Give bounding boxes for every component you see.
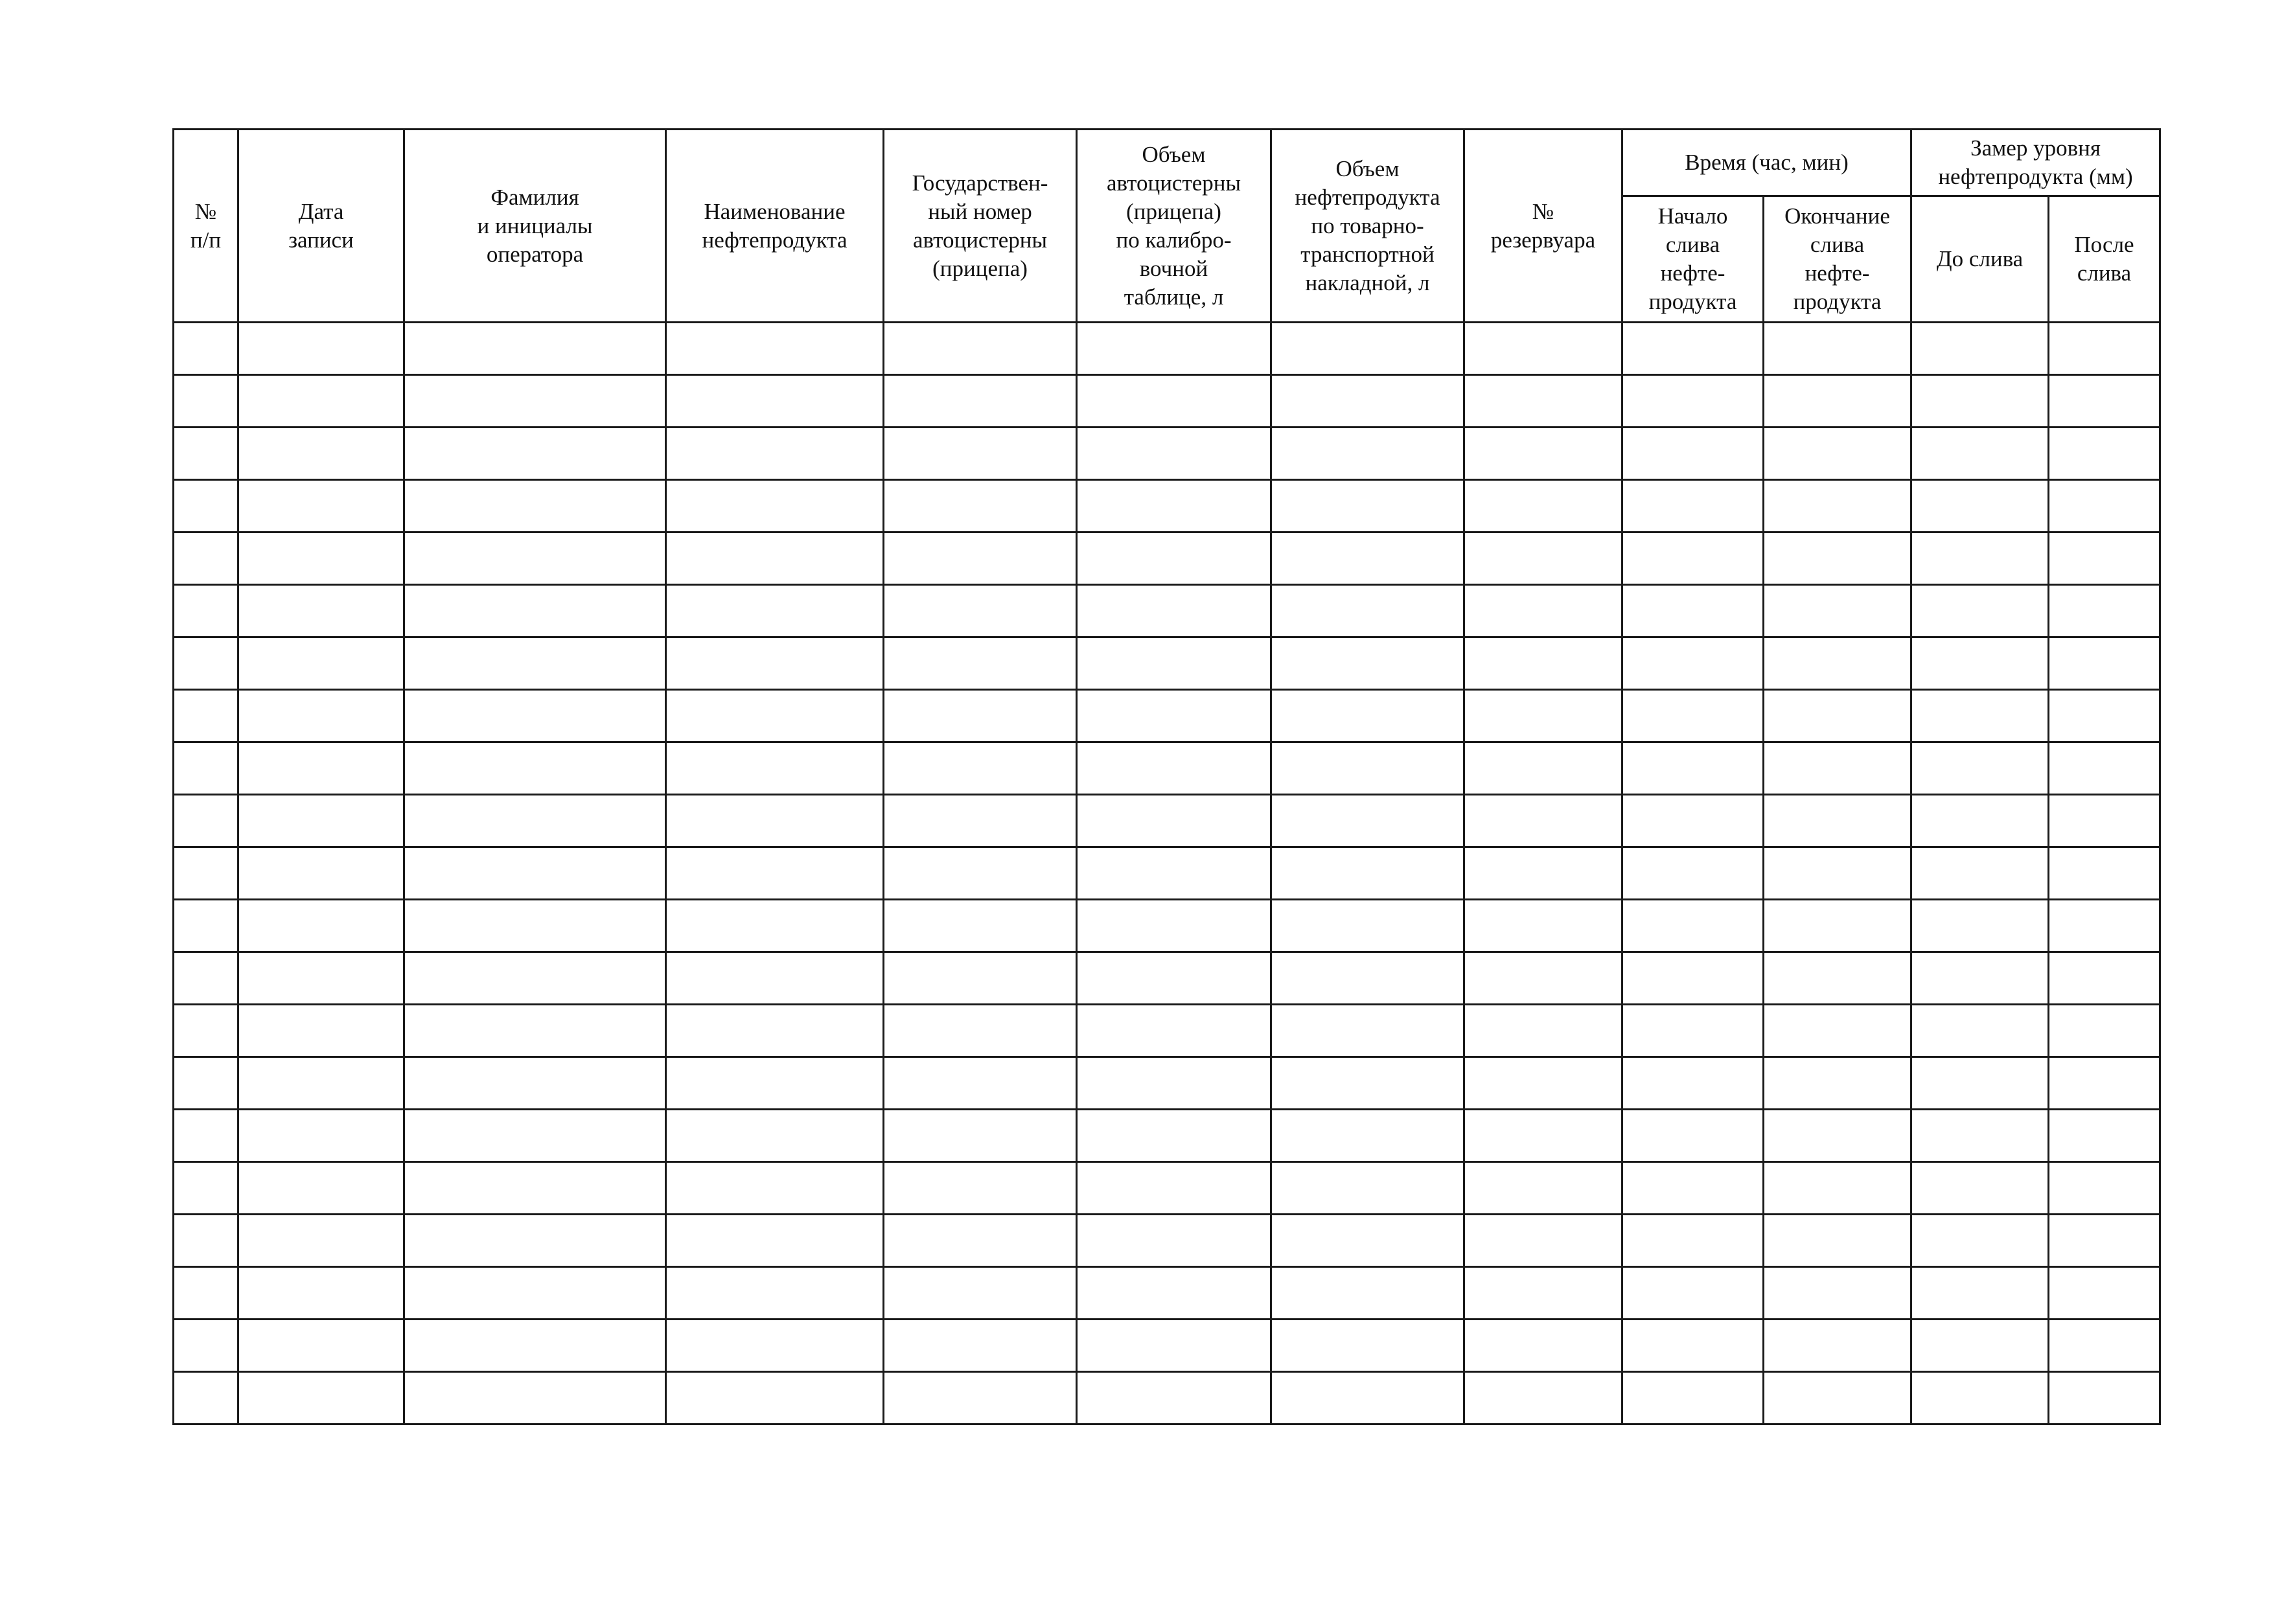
table-cell[interactable] [1464, 795, 1622, 847]
table-cell[interactable] [1764, 1162, 1911, 1215]
table-cell[interactable] [884, 900, 1077, 952]
table-cell[interactable] [884, 1372, 1077, 1424]
table-cell[interactable] [2049, 1057, 2160, 1110]
table-cell[interactable] [1271, 795, 1464, 847]
table-cell[interactable] [1464, 847, 1622, 900]
table-cell[interactable] [1911, 428, 2049, 480]
table-cell[interactable] [1077, 1110, 1271, 1162]
table-cell[interactable] [1622, 1267, 1764, 1320]
table-cell[interactable] [2049, 1162, 2160, 1215]
table-cell[interactable] [1622, 1110, 1764, 1162]
table-cell[interactable] [1077, 690, 1271, 742]
table-cell[interactable] [1764, 480, 1911, 532]
table-cell[interactable] [884, 323, 1077, 375]
table-cell[interactable] [174, 585, 238, 637]
table-cell[interactable] [2049, 480, 2160, 532]
table-cell[interactable] [404, 952, 666, 1005]
table-cell[interactable] [238, 1267, 404, 1320]
table-cell[interactable] [1271, 900, 1464, 952]
table-cell[interactable] [1077, 1320, 1271, 1372]
table-cell[interactable] [1764, 637, 1911, 690]
table-cell[interactable] [1271, 1110, 1464, 1162]
table-cell[interactable] [1911, 585, 2049, 637]
table-cell[interactable] [1764, 428, 1911, 480]
table-cell[interactable] [1911, 1215, 2049, 1267]
table-cell[interactable] [1622, 1320, 1764, 1372]
table-cell[interactable] [666, 847, 884, 900]
table-cell[interactable] [174, 637, 238, 690]
table-cell[interactable] [1622, 795, 1764, 847]
table-cell[interactable] [238, 1057, 404, 1110]
table-cell[interactable] [174, 375, 238, 428]
table-cell[interactable] [666, 428, 884, 480]
table-cell[interactable] [2049, 1320, 2160, 1372]
table-cell[interactable] [2049, 323, 2160, 375]
table-cell[interactable] [1464, 480, 1622, 532]
table-cell[interactable] [404, 428, 666, 480]
table-row [174, 532, 2160, 585]
table-cell[interactable] [1764, 900, 1911, 952]
table-cell[interactable] [1911, 1267, 2049, 1320]
table-cell[interactable] [1622, 1215, 1764, 1267]
table-cell[interactable] [1911, 323, 2049, 375]
table-cell[interactable] [666, 323, 884, 375]
table-cell[interactable] [1271, 1372, 1464, 1424]
table-cell[interactable] [666, 952, 884, 1005]
table-cell[interactable] [2049, 1005, 2160, 1057]
table-cell[interactable] [238, 742, 404, 795]
table-cell[interactable] [1464, 1162, 1622, 1215]
table-cell[interactable] [238, 585, 404, 637]
table-row [174, 690, 2160, 742]
table-cell[interactable] [1764, 1057, 1911, 1110]
table-cell[interactable] [884, 532, 1077, 585]
table-cell[interactable] [404, 375, 666, 428]
table-cell[interactable] [1464, 1057, 1622, 1110]
table-cell[interactable] [884, 1320, 1077, 1372]
table-cell[interactable] [1764, 375, 1911, 428]
table-cell[interactable] [884, 585, 1077, 637]
table-cell[interactable] [1077, 847, 1271, 900]
table-cell[interactable] [1077, 1057, 1271, 1110]
table-cell[interactable] [2049, 900, 2160, 952]
table-cell[interactable] [666, 637, 884, 690]
table-cell[interactable] [404, 585, 666, 637]
table-cell[interactable] [2049, 795, 2160, 847]
table-cell[interactable] [666, 375, 884, 428]
table-cell[interactable] [238, 323, 404, 375]
table-cell[interactable] [1464, 1267, 1622, 1320]
table-cell[interactable] [2049, 585, 2160, 637]
table-cell[interactable] [1271, 1215, 1464, 1267]
header-level-before: До слива [1911, 196, 2049, 323]
table-cell[interactable] [1077, 375, 1271, 428]
table-cell[interactable] [1622, 1057, 1764, 1110]
table-cell[interactable] [238, 1320, 404, 1372]
header-invoice-volume: Объем нефтепродукта по товарно- транспортной накладной, л [1271, 130, 1464, 323]
table-cell[interactable] [884, 428, 1077, 480]
table-cell[interactable] [666, 690, 884, 742]
table-cell[interactable] [238, 900, 404, 952]
log-table [172, 128, 2161, 1425]
table-cell[interactable] [2049, 1267, 2160, 1320]
table-cell[interactable] [404, 1320, 666, 1372]
header-reservoir-number: № резервуара [1464, 130, 1622, 323]
table-cell[interactable] [1077, 1005, 1271, 1057]
table-cell[interactable] [1271, 1005, 1464, 1057]
header-discharge-end: Окончание слива нефте- продукта [1764, 196, 1911, 323]
table-cell[interactable] [1622, 323, 1764, 375]
table-row [174, 1215, 2160, 1267]
table-cell[interactable] [404, 900, 666, 952]
table-cell[interactable] [238, 847, 404, 900]
table-cell[interactable] [238, 1005, 404, 1057]
table-cell[interactable] [404, 847, 666, 900]
header-tank-truck-volume: Объем автоцистерны (прицепа) по калибро- вочной таблице, л [1077, 130, 1271, 323]
table-cell[interactable] [1622, 1005, 1764, 1057]
table-cell[interactable] [1911, 795, 2049, 847]
table-cell[interactable] [174, 1372, 238, 1424]
table-cell[interactable] [884, 742, 1077, 795]
table-cell[interactable] [404, 1057, 666, 1110]
table-cell[interactable] [2049, 742, 2160, 795]
table-cell[interactable] [1271, 742, 1464, 795]
table-cell[interactable] [174, 323, 238, 375]
table-cell[interactable] [1271, 585, 1464, 637]
table-cell[interactable] [1271, 847, 1464, 900]
table-cell[interactable] [1911, 690, 2049, 742]
table-cell[interactable] [1764, 532, 1911, 585]
table-row [174, 1162, 2160, 1215]
table-cell[interactable] [2049, 1372, 2160, 1424]
table-cell[interactable] [1911, 1110, 2049, 1162]
table-cell[interactable] [1077, 428, 1271, 480]
table-cell[interactable] [1271, 428, 1464, 480]
table-cell[interactable] [1464, 585, 1622, 637]
table-cell[interactable] [1271, 480, 1464, 532]
table-cell[interactable] [1622, 1162, 1764, 1215]
table-cell[interactable] [1271, 637, 1464, 690]
table-cell[interactable] [1077, 323, 1271, 375]
table-cell[interactable] [404, 690, 666, 742]
table-cell[interactable] [404, 1110, 666, 1162]
table-cell[interactable] [238, 952, 404, 1005]
table-cell[interactable] [1271, 1162, 1464, 1215]
table-cell[interactable] [404, 1267, 666, 1320]
table-cell[interactable] [1764, 690, 1911, 742]
table-cell[interactable] [1077, 480, 1271, 532]
table-row [174, 1372, 2160, 1424]
table-cell[interactable] [2049, 532, 2160, 585]
table-row [174, 900, 2160, 952]
table-cell[interactable] [238, 690, 404, 742]
table-cell[interactable] [1271, 1320, 1464, 1372]
table-row [174, 952, 2160, 1005]
table-cell[interactable] [238, 1110, 404, 1162]
table-cell[interactable] [1911, 952, 2049, 1005]
table-cell[interactable] [1911, 1162, 2049, 1215]
header-product-name: Наименование нефтепродукта [666, 130, 884, 323]
table-row [174, 1267, 2160, 1320]
table-cell[interactable] [1271, 323, 1464, 375]
table-cell[interactable] [1464, 1320, 1622, 1372]
table-cell[interactable] [1911, 742, 2049, 795]
table-cell[interactable] [174, 690, 238, 742]
table-cell[interactable] [2049, 847, 2160, 900]
table-row [174, 1320, 2160, 1372]
table-cell[interactable] [1911, 1057, 2049, 1110]
table-cell[interactable] [1077, 900, 1271, 952]
header-level-after: После слива [2049, 196, 2160, 323]
table-cell[interactable] [1077, 1162, 1271, 1215]
table-cell[interactable] [1077, 532, 1271, 585]
table-cell[interactable] [1464, 1110, 1622, 1162]
table-cell[interactable] [174, 795, 238, 847]
table-row [174, 323, 2160, 375]
table-cell[interactable] [1622, 480, 1764, 532]
table-cell[interactable] [884, 795, 1077, 847]
table-cell[interactable] [1464, 690, 1622, 742]
table-cell[interactable] [666, 1110, 884, 1162]
table-cell[interactable] [1764, 1005, 1911, 1057]
table-cell[interactable] [1764, 742, 1911, 795]
table-cell[interactable] [2049, 690, 2160, 742]
table-row [174, 428, 2160, 480]
table-cell[interactable] [1464, 1005, 1622, 1057]
table-cell[interactable] [884, 847, 1077, 900]
table-cell[interactable] [1077, 585, 1271, 637]
table-cell[interactable] [404, 1372, 666, 1424]
table-cell[interactable] [1764, 585, 1911, 637]
table-cell[interactable] [238, 1162, 404, 1215]
table-cell[interactable] [1077, 1215, 1271, 1267]
table-cell[interactable] [1764, 323, 1911, 375]
table-cell[interactable] [174, 900, 238, 952]
table-row [174, 1057, 2160, 1110]
table-row [174, 795, 2160, 847]
table-cell[interactable] [174, 480, 238, 532]
table-row [174, 585, 2160, 637]
table-cell[interactable] [1622, 742, 1764, 795]
table-cell[interactable] [404, 795, 666, 847]
table-cell[interactable] [1464, 742, 1622, 795]
table-cell[interactable] [2049, 428, 2160, 480]
table-cell[interactable] [666, 742, 884, 795]
table-cell[interactable] [1077, 1267, 1271, 1320]
table-cell[interactable] [884, 952, 1077, 1005]
table-cell[interactable] [404, 1005, 666, 1057]
table-cell[interactable] [238, 795, 404, 847]
table-cell[interactable] [884, 1005, 1077, 1057]
table-cell[interactable] [1077, 1372, 1271, 1424]
table-cell[interactable] [666, 1057, 884, 1110]
table-cell[interactable] [666, 1005, 884, 1057]
table-cell[interactable] [1622, 847, 1764, 900]
table-cell[interactable] [1911, 1372, 2049, 1424]
table-body [174, 323, 2160, 1424]
table-cell[interactable] [1911, 375, 2049, 428]
table-cell[interactable] [1464, 532, 1622, 585]
table-cell[interactable] [1764, 795, 1911, 847]
table-cell[interactable] [884, 690, 1077, 742]
table-cell[interactable] [666, 1162, 884, 1215]
table-cell[interactable] [404, 480, 666, 532]
table-cell[interactable] [1622, 375, 1764, 428]
table-cell[interactable] [174, 742, 238, 795]
table-cell[interactable] [174, 428, 238, 480]
table-cell[interactable] [404, 323, 666, 375]
table-cell[interactable] [174, 532, 238, 585]
table-cell[interactable] [1464, 900, 1622, 952]
table-cell[interactable] [404, 637, 666, 690]
table-row [174, 847, 2160, 900]
table-cell[interactable] [1622, 585, 1764, 637]
table-cell[interactable] [1271, 532, 1464, 585]
table-cell[interactable] [1911, 532, 2049, 585]
table-cell[interactable] [884, 480, 1077, 532]
table-cell[interactable] [884, 1110, 1077, 1162]
table-cell[interactable] [174, 847, 238, 900]
table-cell[interactable] [1622, 952, 1764, 1005]
table-cell[interactable] [1271, 952, 1464, 1005]
table-cell[interactable] [1622, 637, 1764, 690]
table-cell[interactable] [1464, 1215, 1622, 1267]
header-operator-name: Фамилия и инициалы оператора [404, 130, 666, 323]
table-row [174, 1110, 2160, 1162]
table-cell[interactable] [404, 1162, 666, 1215]
table-cell[interactable] [1764, 1110, 1911, 1162]
table-cell[interactable] [1764, 847, 1911, 900]
header-discharge-start: Начало слива нефте- продукта [1622, 196, 1764, 323]
table-row [174, 375, 2160, 428]
table-cell[interactable] [238, 1215, 404, 1267]
header-row-number: № п/п [174, 130, 238, 323]
table-cell[interactable] [174, 1057, 238, 1110]
table-cell[interactable] [174, 1005, 238, 1057]
table-cell[interactable] [1911, 847, 2049, 900]
table-cell[interactable] [1764, 1372, 1911, 1424]
table-cell[interactable] [238, 637, 404, 690]
table-cell[interactable] [1622, 900, 1764, 952]
table-cell[interactable] [1077, 952, 1271, 1005]
table-cell[interactable] [404, 1215, 666, 1267]
table-cell[interactable] [666, 900, 884, 952]
table-cell[interactable] [1764, 1215, 1911, 1267]
table-cell[interactable] [1464, 1372, 1622, 1424]
table-cell[interactable] [884, 1267, 1077, 1320]
table-cell[interactable] [1464, 323, 1622, 375]
table-cell[interactable] [666, 532, 884, 585]
table-cell[interactable] [238, 428, 404, 480]
table-cell[interactable] [1271, 1267, 1464, 1320]
header-time-group: Время (час, мин) [1622, 130, 1911, 196]
table-cell[interactable] [666, 480, 884, 532]
table-cell[interactable] [174, 1162, 238, 1215]
header-license-plate: Государствен- ный номер автоцистерны (прицепа) [884, 130, 1077, 323]
table-cell[interactable] [1764, 1267, 1911, 1320]
table-row [174, 742, 2160, 795]
table-cell[interactable] [884, 637, 1077, 690]
table-cell[interactable] [1077, 637, 1271, 690]
table-cell[interactable] [1271, 375, 1464, 428]
table-cell[interactable] [174, 1320, 238, 1372]
table-cell[interactable] [1622, 1372, 1764, 1424]
table-cell[interactable] [1077, 795, 1271, 847]
table-cell[interactable] [174, 1215, 238, 1267]
table-cell[interactable] [1911, 900, 2049, 952]
table-cell[interactable] [174, 952, 238, 1005]
table-cell[interactable] [404, 742, 666, 795]
table-cell[interactable] [666, 1320, 884, 1372]
table-cell[interactable] [174, 1267, 238, 1320]
table-cell[interactable] [1622, 532, 1764, 585]
table-cell[interactable] [884, 1215, 1077, 1267]
table-header [174, 130, 2160, 323]
oil-product-discharge-log [172, 128, 2161, 1425]
table-cell[interactable] [1622, 428, 1764, 480]
table-cell[interactable] [1464, 375, 1622, 428]
table-cell[interactable] [666, 1215, 884, 1267]
table-cell[interactable] [884, 1057, 1077, 1110]
table-cell[interactable] [238, 375, 404, 428]
table-cell[interactable] [1077, 742, 1271, 795]
table-cell[interactable] [666, 1267, 884, 1320]
table-cell[interactable] [1911, 1320, 2049, 1372]
table-row [174, 480, 2160, 532]
table-cell[interactable] [666, 585, 884, 637]
table-cell[interactable] [2049, 637, 2160, 690]
table-cell[interactable] [1271, 690, 1464, 742]
table-cell[interactable] [174, 1110, 238, 1162]
table-row [174, 1005, 2160, 1057]
table-cell[interactable] [884, 375, 1077, 428]
header-entry-date: Дата записи [238, 130, 404, 323]
table-cell[interactable] [666, 795, 884, 847]
table-cell[interactable] [2049, 1215, 2160, 1267]
table-cell[interactable] [2049, 952, 2160, 1005]
table-cell[interactable] [1464, 952, 1622, 1005]
table-cell[interactable] [1764, 1320, 1911, 1372]
table-cell[interactable] [1911, 480, 2049, 532]
table-cell[interactable] [1271, 1057, 1464, 1110]
table-cell[interactable] [238, 1372, 404, 1424]
table-cell[interactable] [238, 532, 404, 585]
table-cell[interactable] [2049, 1110, 2160, 1162]
header-level-measurement-group: Замер уровня нефтепродукта (мм) [1911, 130, 2160, 196]
table-cell[interactable] [666, 1372, 884, 1424]
table-cell[interactable] [1911, 1005, 2049, 1057]
table-cell[interactable] [1464, 637, 1622, 690]
table-cell[interactable] [884, 1162, 1077, 1215]
table-cell[interactable] [404, 532, 666, 585]
table-cell[interactable] [1911, 637, 2049, 690]
table-cell[interactable] [1622, 690, 1764, 742]
table-cell[interactable] [2049, 375, 2160, 428]
table-cell[interactable] [1764, 952, 1911, 1005]
table-cell[interactable] [238, 480, 404, 532]
table-row [174, 637, 2160, 690]
table-cell[interactable] [1464, 428, 1622, 480]
